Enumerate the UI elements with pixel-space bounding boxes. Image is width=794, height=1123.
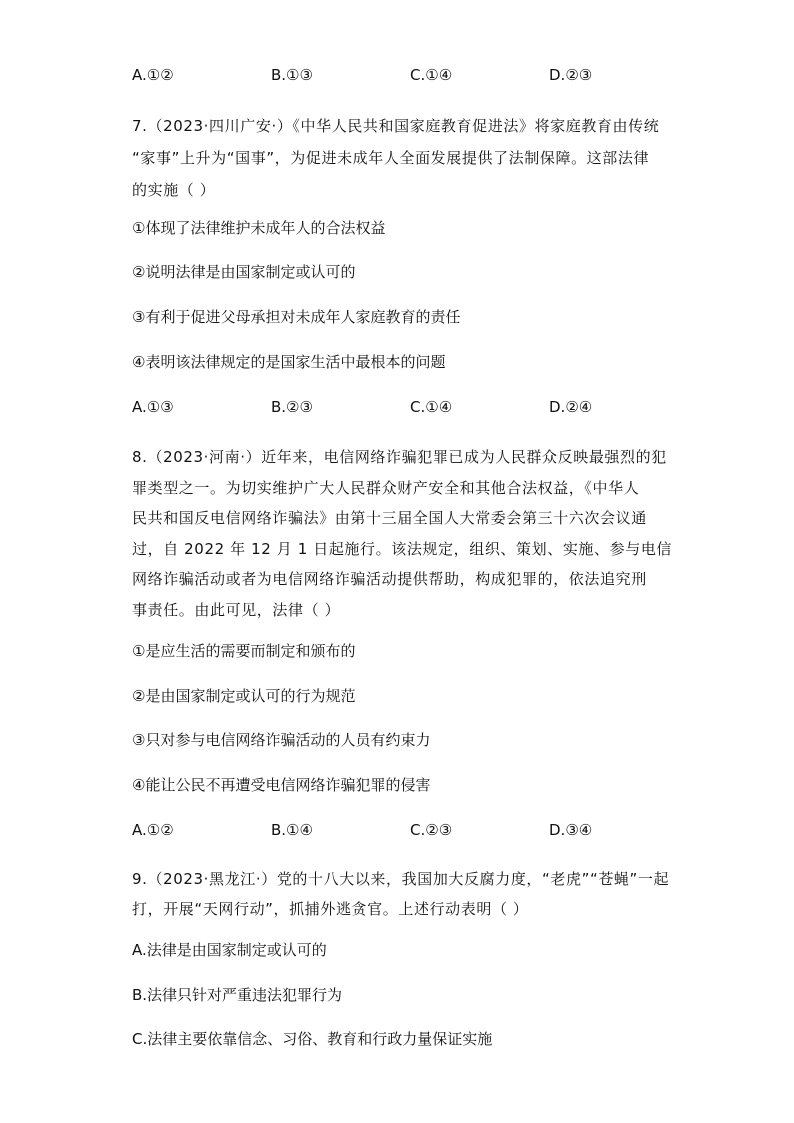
q9-stem-line: 打，开展“天网行动”，抓捕外逃贪官。上述行动表明（ ）	[132, 900, 529, 918]
q8-option-c[interactable]: C.②③	[410, 821, 453, 839]
q9-choice-a[interactable]: A.法律是由国家制定或认可的	[132, 941, 327, 959]
q9-choice-b[interactable]: B.法律只针对严重违法犯罪行为	[132, 986, 343, 1004]
q8-statement-2: ②是由国家制定或认可的行为规范	[132, 687, 356, 705]
q7-option-b[interactable]: B.②③	[271, 398, 313, 416]
q8-stem-line: 网络诈骗活动或者为电信网络诈骗活动提供帮助，构成犯罪的，依法追究刑	[132, 570, 647, 588]
q6-options	[132, 64, 692, 86]
q8-stem-line: 罪类型之一。为切实维护广大人民群众财产安全和其他合法权益，《中华人	[132, 478, 640, 497]
q9-choice-c[interactable]: C.法律主要依靠信念、习俗、教育和行政力量保证实施	[132, 1030, 493, 1048]
q8-stem-line: 8.（2023·河南·）近年来，电信网络诈骗犯罪已成为人民群众反映最强烈的犯	[132, 448, 667, 466]
q8-stem-line: 民共和国反电信网络诈骗法》由第十三届全国人大常委会第三十六次会议通	[132, 509, 647, 527]
q7-statement-1: ①体现了法律维护未成年人的合法权益	[132, 219, 386, 237]
q7-stem-line: 的实施（ ）	[132, 181, 216, 199]
q6-option-a[interactable]: A.①②	[132, 66, 174, 84]
q8-option-d[interactable]: D.③④	[549, 821, 593, 839]
q8-options	[132, 819, 692, 841]
q7-option-c[interactable]: C.①④	[410, 398, 453, 416]
q7-statement-3: ③有利于促进父母承担对未成年人家庭教育的责任	[132, 308, 461, 326]
q7-options	[132, 396, 692, 418]
q9-stem-line: 9.（2023·黑龙江·）党的十八大以来，我国加大反腐力度，“老虎”“苍蝇”一起	[132, 870, 670, 888]
q6-option-b[interactable]: B.①③	[271, 66, 313, 84]
q8-option-a[interactable]: A.①②	[132, 821, 174, 839]
q7-stem-line: 7.（2023·四川广安·）《中华人民共和国家庭教育促进法》将家庭教育由传统	[132, 117, 660, 135]
q8-stem-line: 过，自 2022 年 12 月 1 日起施行。该法规定，组织、策划、实施、参与电信	[132, 539, 673, 558]
q7-statement-4: ④表明该法律规定的是国家生活中最根本的问题	[132, 353, 446, 371]
q7-stem	[132, 110, 672, 206]
q9-stem	[132, 864, 672, 924]
q8-stem	[132, 442, 672, 625]
q6-option-c[interactable]: C.①④	[410, 66, 453, 84]
q8-statement-1: ①是应生活的需要而制定和颁布的	[132, 642, 356, 660]
q8-statement-3: ③只对参与电信网络诈骗活动的人员有约束力	[132, 731, 431, 749]
q6-option-d[interactable]: D.②③	[549, 66, 593, 84]
q8-stem-line: 事责任。由此可见，法律（ ）	[132, 600, 341, 619]
q7-option-a[interactable]: A.①③	[132, 398, 174, 416]
q7-option-d[interactable]: D.②④	[549, 398, 593, 416]
q8-option-b[interactable]: B.①④	[271, 821, 313, 839]
q7-stem-line: “家事”上升为“国事”，为促进未成年人全面发展提供了法制保障。这部法律	[132, 149, 650, 167]
q8-statement-4: ④能让公民不再遭受电信网络诈骗犯罪的侵害	[132, 776, 431, 794]
q7-statement-2: ②说明法律是由国家制定或认可的	[132, 263, 356, 281]
